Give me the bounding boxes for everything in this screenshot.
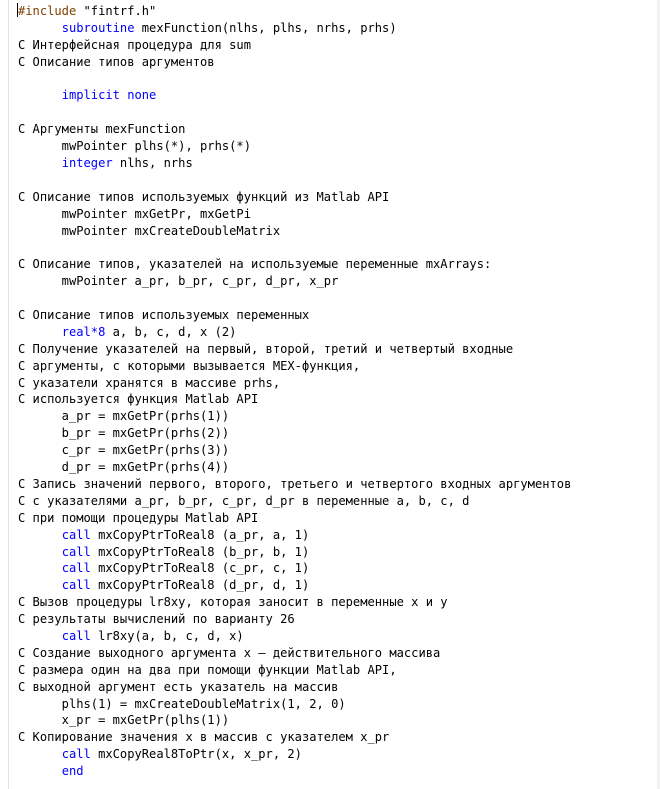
- code-line[interactable]: [18, 54, 654, 71]
- code-line[interactable]: [18, 223, 654, 240]
- code-text: C используется функция Matlab API: [18, 392, 259, 407]
- code-text: plhs(1) = mxCreateDoubleMatrix(1, 2, 0): [18, 696, 346, 711]
- code-text: a_pr = mxGetPr(prhs(1)): [18, 409, 230, 424]
- code-line[interactable]: [18, 560, 654, 577]
- code-line[interactable]: [18, 20, 654, 37]
- code-text: [18, 764, 62, 778]
- code-text: [18, 88, 62, 102]
- code-line[interactable]: [18, 206, 654, 223]
- preprocessor-token: #include: [18, 4, 77, 18]
- keyword-token: none: [127, 88, 157, 103]
- code-line[interactable]: [18, 341, 654, 358]
- code-text: C Создание выходного аргумента x — действительного массива: [18, 645, 441, 660]
- code-line[interactable]: [18, 712, 654, 729]
- code-line[interactable]: [18, 87, 654, 104]
- code-text: C с указателями a_pr, b_pr, c_pr, d_pr в переменные a, b, c, d: [18, 493, 470, 508]
- code-line[interactable]: [18, 527, 654, 544]
- code-text: d_pr = mxGetPr(prhs(4)): [18, 460, 230, 475]
- code-line[interactable]: [18, 155, 654, 172]
- keyword-token: subroutine: [61, 20, 135, 35]
- code-line[interactable]: [18, 189, 654, 206]
- code-text: mxCopyPtrToReal8 (b_pr, b, 1): [90, 544, 310, 559]
- code-text: C Описание типов используемых функций из Matlab API: [18, 189, 390, 204]
- code-text: C Описание типов, указателей на используемые переменные mxArrays:: [18, 257, 492, 272]
- code-line[interactable]: [18, 611, 654, 628]
- editor-gutter: [0, 0, 9, 789]
- code-line[interactable]: [18, 138, 654, 155]
- code-line[interactable]: [18, 729, 654, 746]
- code-line[interactable]: [18, 290, 654, 307]
- code-text: lr8xy(a, b, c, d, x): [90, 628, 244, 643]
- code-text: [18, 325, 62, 339]
- code-text: C Копирование значения x в массив с указателем x_pr: [18, 730, 390, 745]
- code-line[interactable]: [18, 662, 654, 679]
- code-text: c_pr = mxGetPr(prhs(3)): [18, 443, 230, 458]
- code-text: C Получение указателей на первый, второй, третий и четвертый входные: [18, 341, 514, 356]
- keyword-token: call: [61, 628, 91, 643]
- code-text: C Аргументы mexFunction: [18, 122, 186, 137]
- code-text: C Описание типов аргументов: [18, 54, 215, 69]
- keyword-token: call: [61, 578, 91, 593]
- code-text: C Описание типов используемых переменных: [18, 308, 310, 323]
- keyword-token: real*8: [61, 324, 106, 339]
- code-text: mwPointer mxGetPr, mxGetPi: [18, 206, 251, 221]
- code-line[interactable]: [18, 493, 654, 510]
- code-line[interactable]: [18, 256, 654, 273]
- code-line[interactable]: [18, 37, 654, 54]
- code-text: C Вызов процедуры lr8xy, которая заносит в переменные x и y: [18, 595, 448, 610]
- keyword-token: call: [61, 561, 91, 576]
- code-line[interactable]: [18, 544, 654, 561]
- code-text: C при помощи процедуры Matlab API: [18, 510, 259, 525]
- code-text: mxCopyReal8ToPtr(x, x_pr, 2): [90, 747, 302, 762]
- code-line[interactable]: [18, 358, 654, 375]
- keyword-token: implicit: [61, 88, 120, 103]
- code-line[interactable]: [18, 71, 654, 88]
- code-line[interactable]: [18, 577, 654, 594]
- code-text: [18, 629, 62, 643]
- code-line[interactable]: [18, 679, 654, 696]
- code-text: a, b, c, d, x (2): [105, 324, 237, 339]
- code-text: C аргументы, с которыми вызывается MEX-функция,: [18, 358, 361, 373]
- code-line[interactable]: [18, 172, 654, 189]
- code-line[interactable]: [18, 408, 654, 425]
- code-text: [18, 528, 62, 542]
- code-text: mxCopyPtrToReal8 (c_pr, c, 1): [90, 561, 310, 576]
- code-area[interactable]: [18, 3, 654, 780]
- keyword-token: call: [61, 544, 91, 559]
- code-text: mexFunction(nlhs, plhs, nrhs, prhs): [134, 20, 397, 35]
- code-line[interactable]: [18, 121, 654, 138]
- code-line[interactable]: [18, 104, 654, 121]
- code-line[interactable]: [18, 645, 654, 662]
- code-text: "fintrf.h": [76, 4, 157, 18]
- code-text: mxCopyPtrToReal8 (d_pr, d, 1): [90, 578, 310, 593]
- code-line[interactable]: [18, 763, 654, 780]
- code-text: [18, 21, 62, 35]
- code-text: [18, 578, 62, 592]
- code-text: C выходной аргумент есть указатель на массив: [18, 679, 339, 694]
- code-line[interactable]: [18, 459, 654, 476]
- keyword-token: end: [61, 764, 84, 779]
- code-line[interactable]: [18, 391, 654, 408]
- code-text: [18, 561, 62, 575]
- code-line[interactable]: [18, 375, 654, 392]
- code-line[interactable]: [18, 307, 654, 324]
- code-text: b_pr = mxGetPr(prhs(2)): [18, 426, 230, 441]
- code-line[interactable]: [18, 273, 654, 290]
- code-line[interactable]: [18, 425, 654, 442]
- code-text: nlhs, nrhs: [112, 156, 193, 171]
- code-line[interactable]: [18, 746, 654, 763]
- keyword-token: call: [61, 747, 91, 762]
- code-line[interactable]: [18, 510, 654, 527]
- code-text: mwPointer mxCreateDoubleMatrix: [18, 223, 281, 238]
- code-line[interactable]: [18, 239, 654, 256]
- code-text: C Запись значений первого, второго, третьего и четвертого входных аргументов: [18, 476, 572, 491]
- keyword-token: call: [61, 527, 91, 542]
- code-line[interactable]: [18, 442, 654, 459]
- code-text: mwPointer plhs(*), prhs(*): [18, 139, 251, 154]
- code-line[interactable]: [18, 594, 654, 611]
- code-line[interactable]: [18, 3, 654, 20]
- code-line[interactable]: [18, 476, 654, 493]
- code-text: mwPointer a_pr, b_pr, c_pr, d_pr, x_pr: [18, 274, 339, 289]
- code-text: C указатели хранятся в массиве prhs,: [18, 375, 281, 390]
- code-text: C Интерфейсная процедура для sum: [18, 37, 251, 52]
- keyword-token: integer: [61, 156, 113, 171]
- code-text: C размера один на два при помощи функции Matlab API,: [18, 662, 397, 677]
- code-line[interactable]: [18, 628, 654, 645]
- code-text: [18, 156, 62, 170]
- code-text: [18, 747, 62, 761]
- code-line[interactable]: [18, 324, 654, 341]
- code-line[interactable]: [18, 696, 654, 713]
- code-text: mxCopyPtrToReal8 (a_pr, a, 1): [90, 527, 310, 542]
- code-text: [18, 545, 62, 559]
- code-text: C результаты вычислений по варианту 26: [18, 612, 295, 627]
- code-text: x_pr = mxGetPr(plhs(1)): [18, 713, 230, 728]
